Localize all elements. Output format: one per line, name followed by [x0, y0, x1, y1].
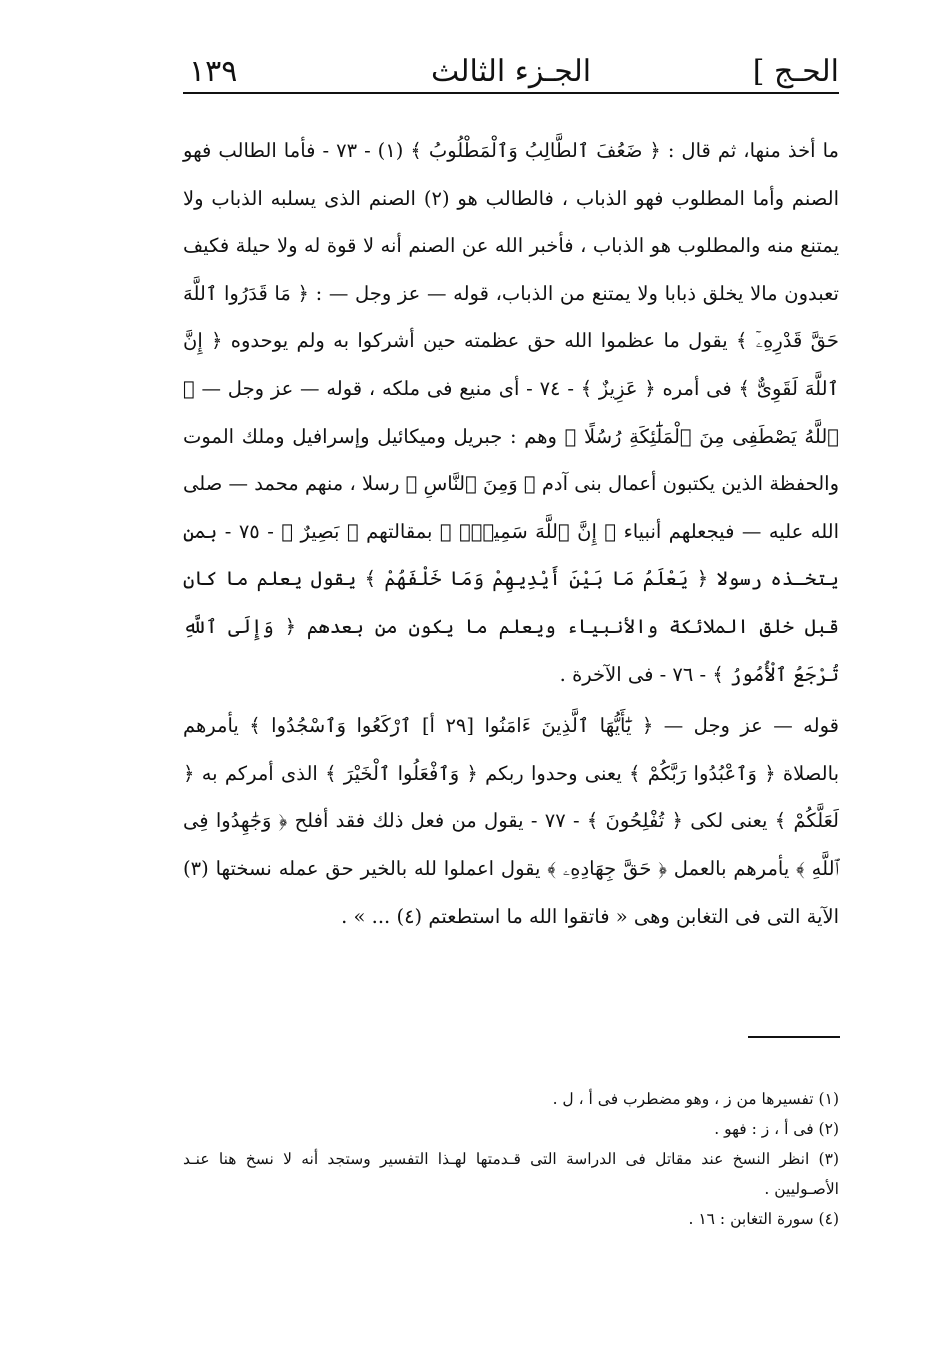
- footnotes: [183, 1084, 839, 1234]
- footnote-separator: [748, 1036, 840, 1038]
- footnote: (٣) انظر النسخ عند مقاتل فى الدراسة التى قـدمتها لهـذا التفسير وستجد أنه لا نسخ هنا عنـد الأصـوليين .: [183, 1150, 839, 1198]
- chapter-title: الحـج ]: [752, 54, 839, 89]
- running-header: [183, 52, 839, 94]
- part-title: الجـزء الثالث: [430, 54, 592, 89]
- footnote: (٢) فى أ ، ز : فهو .: [714, 1120, 839, 1138]
- page-number: ١٣٩: [189, 54, 238, 89]
- footnote: (١) تفسيرها من ز ، وهو مضطرب فى أ ، ل .: [552, 1090, 839, 1108]
- footnote: (٤) سورة التغابن : ١٦ .: [688, 1210, 839, 1228]
- paragraph: ما أخذ منها، ثم قال : ﴿ ضَعُفَ ٱلطَّالِبُ وَٱلْمَطْلُوبُ ﴾ (١) - ٧٣ - فأما الطالب فهو الصنم وأما المطلوب فهو الذباب ، فالطالب هو (٢) الصنم الذى يسلبه الذباب ولا يمتنع منه والمطلوب هو الذباب ، فأخبر الله عن الصنم أنه لا قوة له ولا حيلة فكيف تعبدون مالا يخلق ذبابا ولا يمتنع من الذباب، قوله — عز وجل — : ﴿ مَا قَدَرُوا ٱللَّهَ حَقَّ قَدْرِهِۦٓ ﴾ يقول ما عظموا الله حق عظمته حين أشركوا به ولم يوحدوه ﴿ إِنَّ ٱللَّهَ لَقَوِىٌّ ﴾ فى أمره ﴿ عَزِيزٌ ﴾ - ٧٤ - أى منيع فى ملكه ، قوله — عز وجل — ﴿ ٱللَّهُ يَصْطَفِى مِنَ ٱلْمَلَٰٓئِكَةِ رُسُلًا ﴾ وهم : جبريل وميكائيل وإسرافيل وملك الموت والحفظة الذين يكتبون أعمال بنى آدم ﴿ وَمِنَ ٱلنَّاسِ ﴾ رسلا ، منهم محمد — صلى الله عليه — فيجعلهم أنبياء ﴿ إِنَّ ٱللَّهَ سَمِيعٌۢ ﴾ بمقالتهم ﴿ بَصِيرٌ ﴾ - ٧٥ - بمن يتخـذه رسولا ﴿ يَعْلَمُ مَا بَيْنَ أَيْدِيهِمْ وَمَا خَلْفَهُمْ ﴾ يقول يعلم ما كان قبل خلق الملائكة والأنبياء ويعلم ما يكون من بعدهم ﴿ وَإِلَى ٱللَّهِ تُرْجَعُ ٱلْأُمُورُ ﴾ - ٧٦ - فى الآخرة .: [183, 139, 840, 686]
- paragraph: قوله — عز وجل — ﴿ يَٰٓأَيُّهَا ٱلَّذِينَ ءَامَنُوا [٢٩ أ] ٱرْكَعُوا وَٱسْجُدُوا ﴾ يأمرهم بالصلاة ﴿ وَٱعْبُدُوا رَبَّكُمْ ﴾ يعنى وحدوا ربكم ﴿ وَٱفْعَلُوا ٱلْخَيْرَ ﴾ الذى أمركم به ﴿ لَعَلَّكُمْ ﴾ يعنى لكى ﴿ تُفْلِحُونَ ﴾ - ٧٧ - يقول من فعل ذلك فقد أفلح ﴿ وَجَٰهِدُوا فِى ٱللَّهِ ﴾ يأمرهم بالعمل ﴿ حَقَّ جِهَادِهِۦ ﴾ يقول اعملوا لله بالخير حق عمله نسختها (٣) الآية التى فى التغابن وهى « فاتقوا الله ما استطعتم (٤) ... » .: [183, 714, 839, 928]
- main-text: [183, 127, 839, 940]
